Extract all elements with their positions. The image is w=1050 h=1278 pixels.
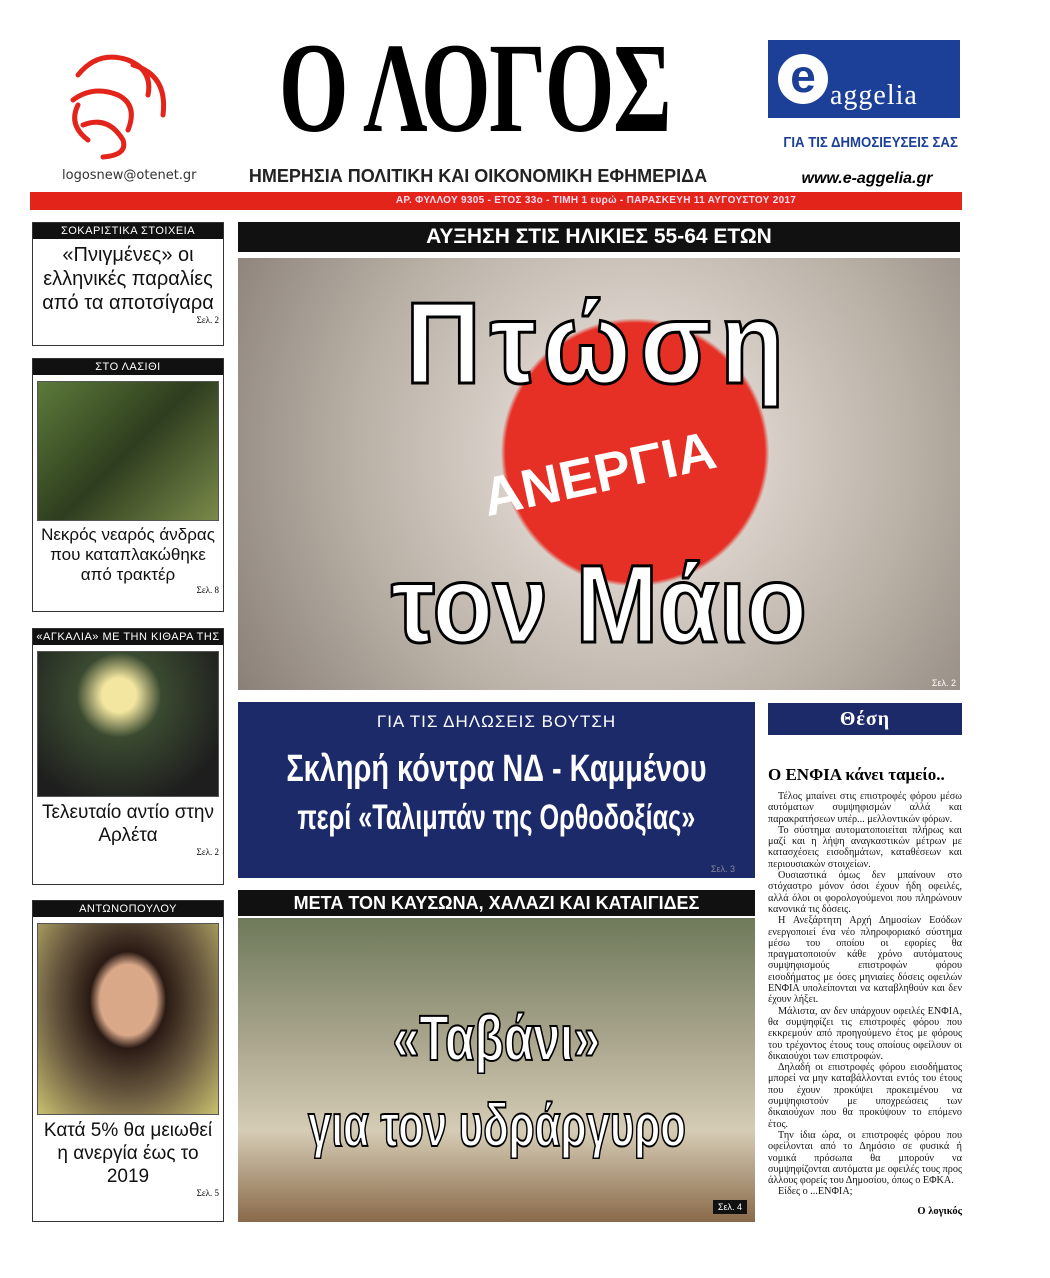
opinion-paragraph: Το σύστημα αυτοματοποιείται πλήρως και μαζί και η λήψη αναγκαστικών μέτρων με κατασχέσεις εισοδημάτων, καταθέσεων και περιουσιακών στοιχείων. [768, 824, 962, 870]
third-story-image[interactable] [238, 918, 755, 1222]
story-kicker: ΑΝΤΩΝΟΠΟΥΛΟΥ [33, 901, 223, 917]
page-ref: Σελ. 5 [196, 1188, 219, 1198]
tractor-photo [37, 381, 219, 521]
funeral-photo [37, 651, 219, 797]
third-headline-line2: για τον υδράργυρο [307, 1092, 686, 1159]
page-ref: Σελ. 4 [713, 1200, 747, 1214]
opinion-paragraph: Την ίδια ώρα, οι επιστροφές φόρου που οφείλονται από το Δημόσιο σε φυσικά ή νομικά πρόσωπα θα μπορούν να συμψηφίζονται αυτόματα με οφειλές τους προς άλλους φορείς του Δημοσίου, όπως ο ΕΦΚΑ. [768, 1129, 962, 1187]
lead-kicker: ΑΥΞΗΣΗ ΣΤΙΣ ΗΛΙΚΙΕΣ 55-64 ΕΤΩΝ [238, 222, 960, 252]
story-headline: Νεκρός νεαρός άνδρας που καταπλακώθηκε από τρακτέρ [41, 525, 215, 584]
sidebar-story-tractor[interactable] [32, 358, 224, 612]
story-kicker: ΓΙΑ ΤΙΣ ΔΗΛΩΣΕΙΣ ΒΟΥΤΣΗ [376, 712, 617, 731]
third-kicker: ΜΕΤΑ ΤΟΝ ΚΑΥΣΩΝΑ, ΧΑΛΑΖΙ ΚΑΙ ΚΑΤΑΙΓΙΔΕΣ [238, 890, 755, 916]
lead-word: ΑΝΕΡΓΙΑ [477, 420, 721, 528]
page-ref: Σελ. 2 [196, 315, 219, 325]
newspaper-title: Ο ΛΟΓΟΣ [279, 17, 671, 159]
antonopoulou-photo [37, 923, 219, 1115]
page-ref: Σελ. 2 [931, 678, 956, 688]
opinion-section-header: Θέση [768, 703, 962, 735]
story-headline-line2: περί «Ταλιμπάν της Ορθοδοξίας» [297, 798, 696, 837]
story-headline: «Πνιγμένες» οι ελληνικές παραλίες από τα αποτσίγαρα [42, 244, 214, 314]
story-headline: Κατά 5% θα μειωθεί η ανεργία έως το 2019 [43, 1120, 213, 1187]
lead-headline-line1: Πτώση [405, 278, 793, 408]
ad-url[interactable]: www.e-aggelia.gr [801, 170, 933, 187]
story-kicker: ΣΟΚΑΡΙΣΤΙΚΑ ΣΤΟΙΧΕΙΑ [33, 223, 223, 239]
lead-story-image[interactable] [238, 258, 960, 690]
page-ref: Σελ. 8 [196, 585, 219, 595]
e-aggelia-ad[interactable] [768, 40, 960, 118]
story-kicker: ΣΤΟ ΛΑΣΙΘΙ [33, 359, 223, 375]
opinion-column [768, 703, 962, 1217]
opinion-paragraph: Δηλαδή οι επιστροφές φόρου εισοδήματος μπορεί να μην καταβάλλονται εντός του έτους που έχουν προκύψει προκειμένου να συμψηφιστούν με υποχρεώσεις των δικαιούχων που θα προκύψουν το επόμενο έτος. [768, 1062, 962, 1130]
story-headline: Τελευταίο αντίο στην Αρλέτα [42, 802, 214, 846]
opinion-paragraph: Τέλος μπαίνει στις επιστροφές φόρου μέσω αυτόματων συμψηφισμών αλλά και παρακρατήσεων υπέρ... μελλοντικών φόρων. [768, 791, 962, 825]
page-ref: Σελ. 2 [196, 847, 219, 857]
third-headline-line1: «Ταβάνι» [392, 1002, 601, 1074]
lead-headline-line2: τον Μάιο [391, 543, 807, 666]
sidebar-story-beaches[interactable] [32, 222, 224, 346]
story-headline-line1: Σκληρή κόντρα ΝΔ - Καμμένου [286, 748, 707, 790]
newspaper-subtitle: ΗΜΕΡΗΣΙΑ ΠΟΛΙΤΙΚΗ ΚΑΙ ΟΙΚΟΝΟΜΙΚΗ ΕΦΗΜΕΡΙΔΑ [248, 166, 708, 186]
e-aggelia-logo-icon: e [778, 54, 828, 104]
issue-info-bar [30, 192, 962, 210]
second-story[interactable] [238, 702, 755, 878]
contact-email[interactable]: logosnew@otenet.gr [62, 168, 197, 183]
opinion-paragraph: Η Ανεξάρτητη Αρχή Δημοσίων Εσόδων ενεργοποιεί ένα νέο πληροφοριακό σύστημα μέσω του οποίου οι εφορίες θα πραγματοποιούν κάθε χρόνο αυτόματους συμψηφισμούς επιστροφών φόρου εισοδήματος με όσες μηνιαίες δόσεις οφειλών ΕΝΦΙΑ υπολείπονται να καταβληθούν και δεν έχουν λήξει. [768, 915, 962, 1006]
opinion-signature: Ο λογικός [917, 1205, 962, 1217]
opinion-paragraph: Μάλιστα, αν δεν υπάρχουν οφειλές ΕΝΦΙΑ, θα συμψηφίζει τις επιστροφές φόρου που εκκρεμούν από προηγούμενο έτος με φόρους του τρέχοντος έτους τους οποίους οφείλουν οι δικαιούχοι των επιστροφών. [768, 1005, 962, 1062]
story-kicker: «ΑΓΚΑΛΙΑ» ΜΕ ΤΗΝ ΚΙΘΑΡΑ ΤΗΣ [33, 629, 223, 645]
opinion-paragraph: Ουσιαστικά όμως δεν μπαίνουν στο στόχαστρο μόνον όσοι έχουν ήδη οφειλές, αλλά όλοι οι φορολογούμενοι που πληρώνουν κανονικά τις δόσεις. [768, 870, 962, 915]
newspaper-logo-illustration [58, 45, 183, 163]
opinion-title: Ο ΕΝΦΙΑ κάνει ταμείο.. [768, 765, 945, 784]
e-aggelia-word: aggelia [830, 80, 918, 111]
ad-tagline: ΓΙΑ ΤΙΣ ΔΗΜΟΣΙΕΥΣΕΙΣ ΣΑΣ [783, 134, 958, 151]
opinion-paragraph: Είδες ο ...ΕΝΦΙΑ; [778, 1186, 853, 1198]
issue-line: ΑΡ. ΦΥΛΛΟΥ 9305 - ΕΤΟΣ 33ο - ΤΙΜΗ 1 ευρώ - ΠΑΡΑΣΚΕΥΗ 11 ΑΥΓΟΥΣΤΟΥ 2017 [395, 195, 797, 206]
sidebar-story-unemployment[interactable] [32, 900, 224, 1222]
sidebar-story-arleta[interactable] [32, 628, 224, 885]
page-ref: Σελ. 3 [710, 864, 735, 874]
newspaper-title-wrap [190, 17, 760, 159]
